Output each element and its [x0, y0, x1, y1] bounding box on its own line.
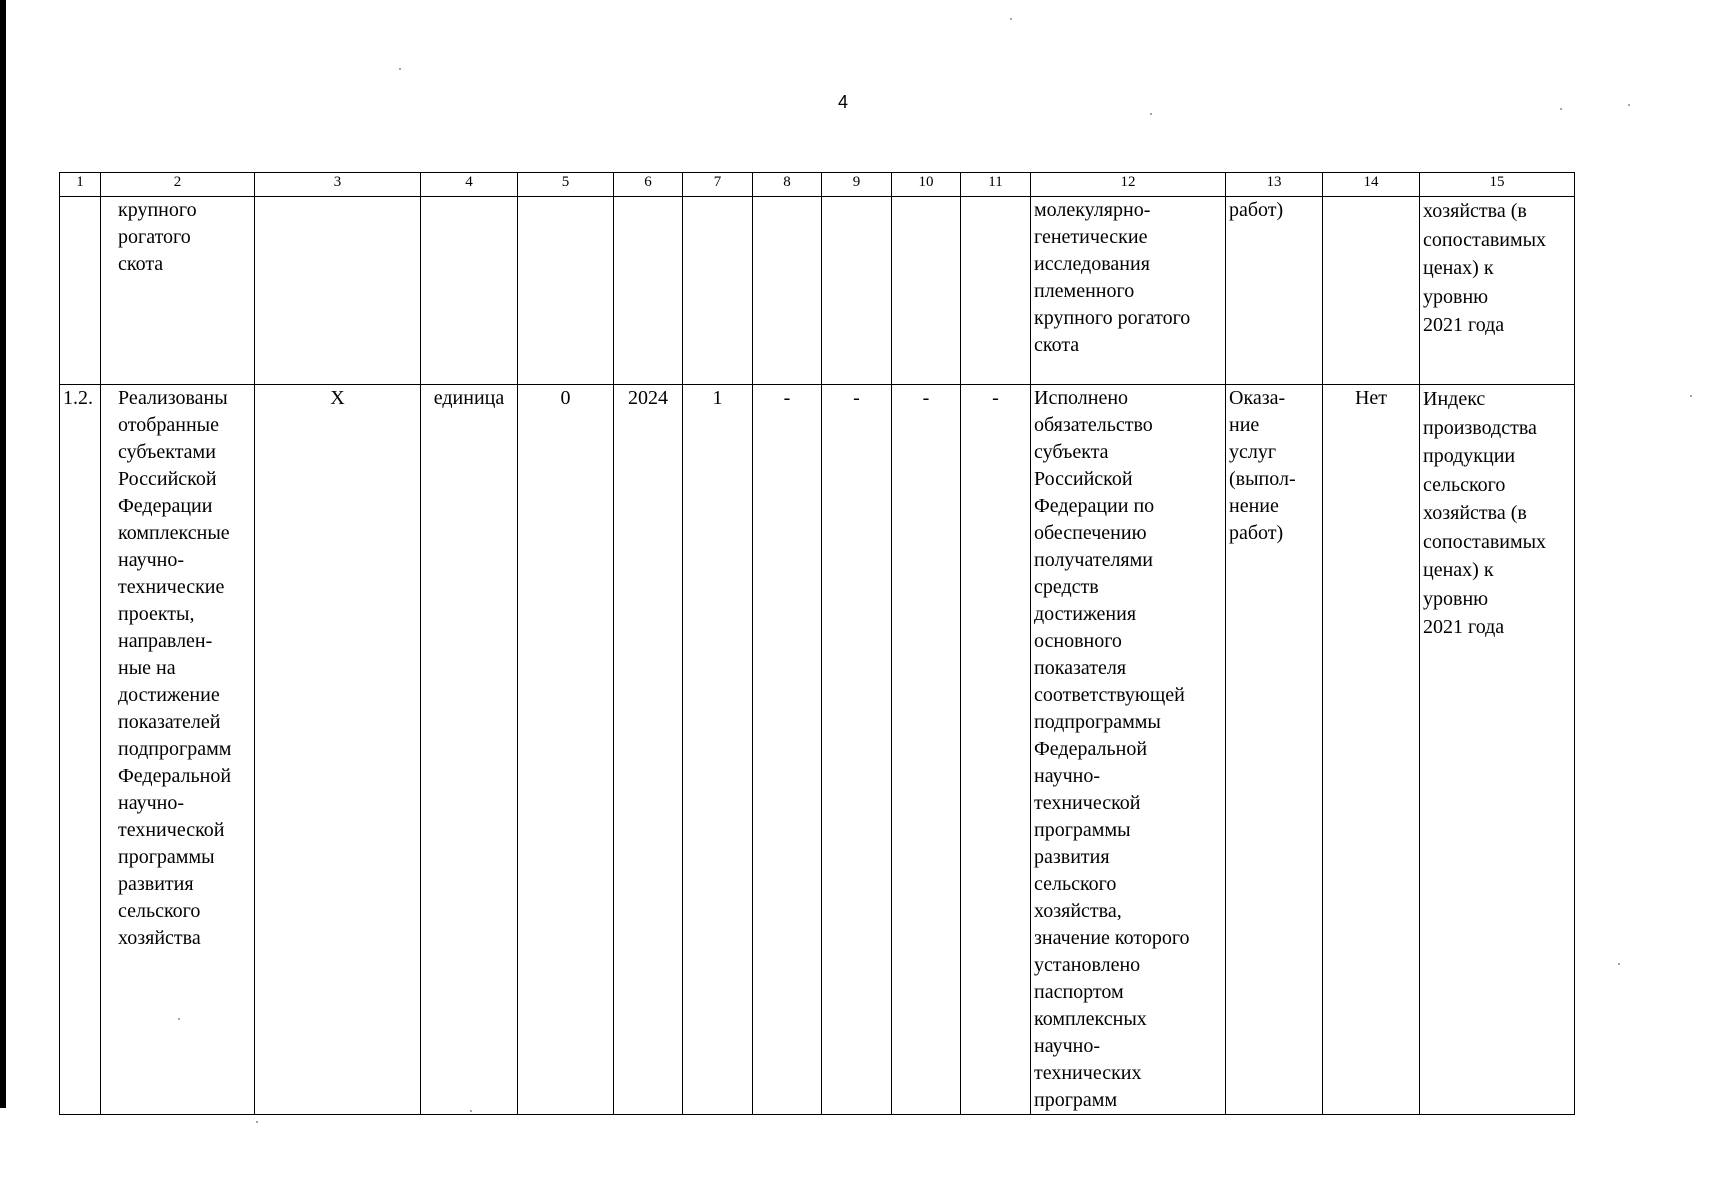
column-header-14: 14	[1323, 173, 1420, 197]
row-number-cell: 1.2.	[60, 385, 101, 1115]
type-cell: Оказа- ние услуг (выпол- нение работ)	[1226, 385, 1323, 1115]
page-number: 4	[838, 92, 849, 112]
indicator-cell: Индекс производства продукции сельского хозяйства (в сопоставимых ценах) к уровню 2021 года	[1420, 385, 1575, 1115]
column-header-9: 9	[822, 173, 892, 197]
cell-col-10: -	[892, 385, 961, 1115]
row-number-cell	[60, 197, 101, 385]
cell-col-10	[892, 197, 961, 385]
column-header-6: 6	[614, 173, 683, 197]
scan-speck	[1690, 395, 1692, 397]
description-cell: молекулярно- генетические исследования племенного крупного рогатого скота	[1031, 197, 1226, 385]
indicator-cell: хозяйства (в сопоставимых ценах) к уровню 2021 года	[1420, 197, 1575, 385]
column-header-4: 4	[421, 173, 518, 197]
year-cell	[614, 197, 683, 385]
cell-col-9	[822, 197, 892, 385]
cell-col-11: -	[961, 385, 1031, 1115]
base-value-cell	[518, 197, 614, 385]
year-cell: 2024	[614, 385, 683, 1115]
cell-col-14: Нет	[1323, 385, 1420, 1115]
table-row	[60, 197, 1575, 385]
result-name-cell: крупного рогатого скота	[101, 197, 255, 385]
unit-cell	[421, 197, 518, 385]
description-cell: Исполнено обязательство субъекта Российской Федерации по обеспечению получателями средств достижения основного показателя соответствующей подпрограммы Федеральной научно- технической программы развития сельского хозяйства, значение которого установлено паспортом комплексных научно- технических программ	[1031, 385, 1226, 1115]
scan-speck	[1010, 18, 1012, 20]
column-header-3: 3	[255, 173, 421, 197]
scan-speck	[1560, 108, 1562, 110]
base-value-cell: 0	[518, 385, 614, 1115]
column-header-15: 15	[1420, 173, 1575, 197]
result-name-cell: Реализованы отобранные субъектами Российской Федерации комплексные научно- технические проекты, направлен- ные на достижение показателей подпрограмм Федеральной научно- технической программы развития сельского хозяйства	[101, 385, 255, 1115]
cell-col-3	[255, 197, 421, 385]
unit-cell: единица	[421, 385, 518, 1115]
scan-speck	[470, 1110, 472, 1112]
table-row	[60, 385, 1575, 1115]
scan-speck	[1628, 104, 1630, 106]
cell-col-14	[1323, 197, 1420, 385]
scan-speck	[399, 68, 401, 70]
column-header-2: 2	[101, 173, 255, 197]
column-header-1: 1	[60, 173, 101, 197]
scan-left-edge	[0, 0, 6, 1108]
column-header-7: 7	[683, 173, 753, 197]
column-header-10: 10	[892, 173, 961, 197]
scan-speck	[1150, 113, 1152, 115]
cell-col-11	[961, 197, 1031, 385]
column-number-header	[60, 173, 1575, 197]
column-header-11: 11	[961, 173, 1031, 197]
scan-speck	[178, 1018, 180, 1020]
cell-col-9: -	[822, 385, 892, 1115]
indicators-table	[59, 172, 1575, 1115]
cell-col-7	[683, 197, 753, 385]
column-header-5: 5	[518, 173, 614, 197]
cell-col-8: -	[753, 385, 822, 1115]
column-header-12: 12	[1031, 173, 1226, 197]
column-header-8: 8	[753, 173, 822, 197]
scan-speck	[256, 1121, 258, 1123]
cell-col-8	[753, 197, 822, 385]
scan-speck	[1618, 963, 1620, 965]
column-header-13: 13	[1226, 173, 1323, 197]
cell-col-7: 1	[683, 385, 753, 1115]
type-cell: работ)	[1226, 197, 1323, 385]
cell-col-3: X	[255, 385, 421, 1115]
